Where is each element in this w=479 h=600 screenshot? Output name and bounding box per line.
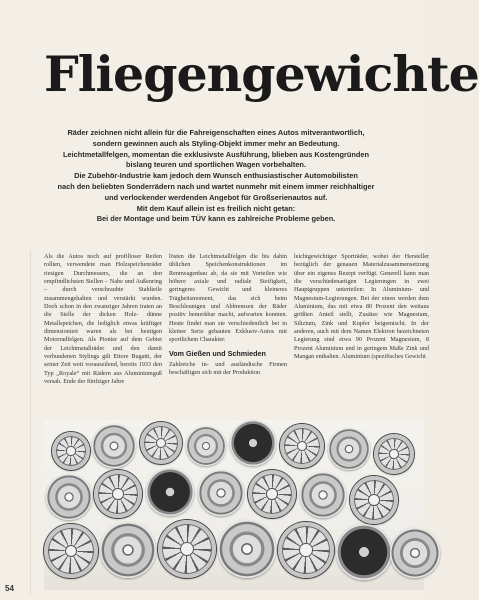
wheel-rim — [186, 426, 226, 466]
wheel-rim — [158, 520, 216, 578]
wheel-rim — [140, 422, 182, 464]
body-column-1: Als die Autos noch auf profilloser Reifen rollten, verwendete man Holzspeichenräder riesigen Durchmessers, die an den empfindlichsten Stellen – Nabe und Außenring – durch verschraubte Stahlteile zusammengehalten und verstärkt wurden. Doch schon in den zwanziger Jahren traten an die Stelle der dicken Holz- dünne Metallspeichen, die lediglich etwas kräftiger dimensioniert waren als bei heutigen Motorradfelgen. Als Pionier auf dem Gebiet der Leichtmetallräder und den damit verbundenen Stylings gilt Ettore Bugatti, der seiner Zeit weit vorauseilend, bereits 1933 den Typ „Royale“ mit Rädern aus Aluminiumguß versah. Ende der fünfziger Jahre — [44, 253, 162, 386]
wheel-rim — [46, 474, 92, 520]
wheel-rim — [198, 470, 244, 516]
page-number: 54 — [5, 584, 14, 593]
wheel-rim — [374, 434, 414, 474]
wheel-rim — [336, 524, 392, 580]
body-paragraph: lösten die Leichtmetallfelgen die bis dahin üblichen Speichenkonstruktionen im Rennwagenbau ab, da sie mit Vorteilen wie höhere axiale und radiale Steifigkeit, geringeres Gewicht und kleineres Trägheitsmoment, das sich beim Beschleunigen und Abbremsen der Räder positiv bemerkbar macht, aufwarten konnten. Heute findet man sie verschiedentlich bei in kleiner Serie gebauten Exklusiv-Autos mit sportlichem Charakter. — [169, 253, 287, 344]
intro-line: und verlockender werdenden Angebot für Großserienautos auf. — [104, 192, 328, 202]
intro-line: Leichtmetallfelgen, momentan die exklusivste Ausführung, blieben aus Kostengründen — [62, 149, 370, 159]
wheel-rim — [300, 472, 346, 518]
intro-line: bislang teuren und sportlichen Wagen vorbehalten. — [126, 160, 306, 170]
wheel-rims-photo — [44, 420, 424, 590]
wheel-rim — [94, 470, 142, 518]
wheel-rim — [350, 476, 398, 524]
wheel-rim — [328, 428, 370, 470]
body-column-3: leichtgewichtiger Sporträder, wobei der Hersteller bezüglich der genauen Materialzusammensetzung über ein eigenes Rezept verfügt. Generell kann man die verschiedenartigen Legierungen in zwei Hauptgruppen unterteilen: In Aluminium- und Magnesium-Legierungen. Bei der einen werden dem Aluminium, das mit etwa 80 Prozent den weitaus größten Anteil stellt, Zusätze wie Magnesium, Silizium, Zink und Kupfer beigemischt. In der anderen, auch mit dem Namen Elektron bezeichneten Legierung sind etwa 90 Prozent Magnesium, 8 Prozent Aluminium und in geringem Maße Zink und Mangan enthalten. Aluminium (spezifisches Gewicht — [294, 253, 429, 361]
article-intro — [14, 128, 418, 225]
wheel-rim — [44, 524, 98, 578]
body-paragraph: Zahlreiche in- und ausländische Firmen beschäftigen sich mit der Produktion — [169, 361, 287, 377]
wheel-rim — [100, 522, 156, 578]
wheel-rim — [280, 424, 324, 468]
intro-line: Räder zeichnen nicht allein für die Fahreigenschaften eines Autos mitverantwortlich, — [67, 128, 365, 137]
intro-line: Bei der Montage und beim TÜV kann es zahlreiche Probleme geben. — [96, 214, 336, 224]
page-fold-shadow — [30, 250, 31, 595]
wheel-rim — [230, 420, 276, 466]
intro-line: nach den beliebten Sonderrädern nach und wartet nunmehr mit einem immer reichhaltiger — [57, 181, 375, 191]
wheel-rim — [52, 432, 90, 470]
intro-line: Die Zubehör-Industrie kam jedoch dem Wunsch enthusiastischer Automobilisten — [74, 171, 358, 181]
wheel-rim — [218, 520, 276, 578]
wheel-rim — [278, 522, 334, 578]
intro-line: Mit dem Kauf allein ist es freilich nicht getan: — [136, 203, 296, 213]
article-title: Fliegengewichte — [44, 45, 479, 103]
wheel-rim — [248, 470, 296, 518]
section-subheading: Vom Gießen und Schmieden — [169, 348, 266, 358]
wheel-rim — [390, 528, 440, 578]
wheel-rim — [146, 468, 194, 516]
body-column-2 — [169, 253, 287, 378]
article-body — [44, 253, 429, 423]
intro-line: sondern gewinnen auch als Styling-Objekt immer mehr an Bedeutung. — [92, 138, 340, 148]
wheel-rim — [92, 424, 136, 468]
